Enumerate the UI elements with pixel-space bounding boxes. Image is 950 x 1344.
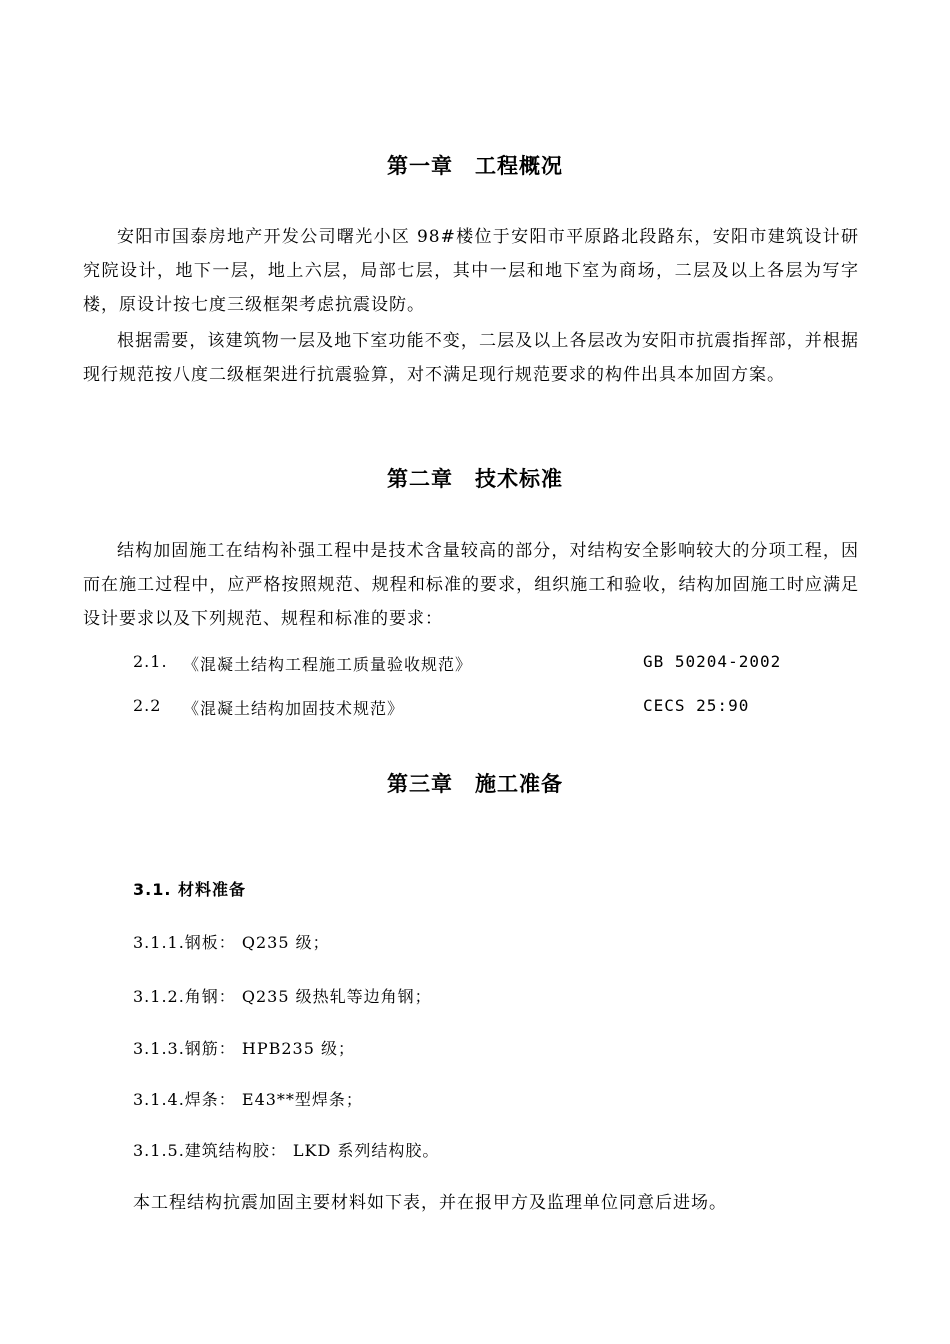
chapter-1-paragraph-2: 根据需要，该建筑物一层及地下室功能不变，二层及以上各层改为安阳市抗震指挥部，并根据现行规范按八度二级框架进行抗震验算，对不满足现行规范要求的构件出具本加固方案。 (83, 331, 859, 385)
reference-code: CECS 25:90 (643, 696, 750, 715)
reference-code: GB 50204-2002 (643, 652, 782, 671)
chapter-1-paragraph-1: 安阳市国泰房地产开发公司曙光小区 98#楼位于安阳市平原路北段路东，安阳市建筑设计研究院设计，地下一层，地上六层，局部七层，其中一层和地下室为商场，二层及以上各层为写字楼，原设计按七度三级框架考虑抗震设防。 (83, 227, 859, 315)
reference-number: 2.1. (133, 652, 168, 671)
chapter-2-paragraph: 结构加固施工在结构补强工程中是技术含量较高的部分，对结构安全影响较大的分项工程，因而在施工过程中，应严格按照规范、规程和标准的要求，组织施工和验收，结构加固施工时应满足设计要求以及下列规范、规程和标准的要求： (83, 541, 859, 629)
chapter-2-title: 第二章 技术标准 (387, 467, 563, 491)
material-item: 3.1.5.建筑结构胶： LKD 系列结构胶。 (133, 1141, 440, 1160)
material-item: 3.1.3.钢筋： HPB235 级； (133, 1039, 355, 1058)
reference-title: 《混凝土结构加固技术规范》 (183, 699, 405, 718)
material-item: 3.1.4.焊条： E43**型焊条； (133, 1090, 363, 1109)
section-heading-materials: 3.1. 材料准备 (133, 880, 246, 899)
material-item: 3.1.1.钢板： Q235 级； (133, 933, 330, 952)
material-item: 3.1.2.角钢： Q235 级热轧等边角钢； (133, 987, 432, 1006)
chapter-1-title: 第一章 工程概况 (387, 154, 563, 178)
reference-number: 2.2 (133, 696, 162, 715)
reference-title: 《混凝土结构工程施工质量验收规范》 (183, 655, 473, 674)
chapter-3-title: 第三章 施工准备 (387, 772, 563, 796)
closing-paragraph: 本工程结构抗震加固主要材料如下表，并在报甲方及监理单位同意后进场。 (133, 1193, 727, 1213)
